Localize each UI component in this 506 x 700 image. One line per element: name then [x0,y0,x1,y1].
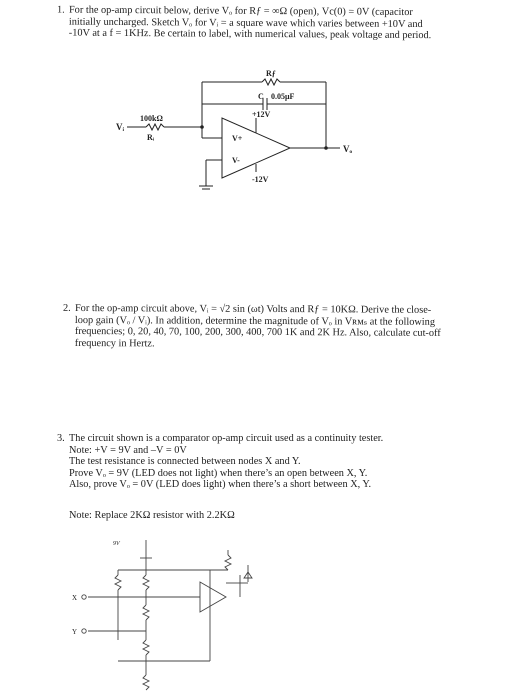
vout-label: Vₒ [343,144,353,154]
resistor-note: Note: Replace 2KΩ resistor with 2.2KΩ [69,510,235,521]
vminus-pin-label: V- [232,156,240,165]
question-number: 3. [57,433,65,444]
c-label: C [258,92,264,101]
resistor-value: 100kΩ [140,114,163,123]
supply-label: 9V [113,541,120,547]
question-text: For the op-amp circuit above, Vᵢ = √2 sin (ωt) Volts and Rƒ = 10KΩ. Derive the close- loop gain (Vₒ / Vᵢ). In addition, determine the magnitude of Vₒ in Vʀᴍₛ at the following frequencies; 0, 20, 40, 70, 100, 200, 300, 400, 700 1K and 2K Hz. Also, calculate cut-off frequency in Hertz. [74,302,441,349]
node-y-label: Y [72,628,78,636]
question-text: The circuit shown is a comparator op-amp circuit used as a continuity tester. Note: +V = 9V and –V = 0V The test resistance is connected between nodes X and Y. Prove Vₒ = 9V (LED does not light) when there’s an open between X, Y. Also, prove Vₒ = 0V (LED does light) when there’s a short between X, Y. [69,433,384,490]
comparator-circuit [88,540,252,690]
vplus-supply: +12V [252,110,271,119]
vin-label: Vᵢ [116,122,125,132]
rf-label: Rƒ [266,69,276,78]
question-number: 1. [56,4,65,16]
question-number: 2. [62,302,71,314]
vminus-supply: -12V [252,175,269,184]
resistor-label: Rᵢ [147,133,155,142]
node-x-label: X [72,594,78,602]
question-text: For the op-amp circuit below, derive Vₒ for Rƒ = ∞Ω (open), Vc(0) = 0V (capacitor initially uncharged. Sketch Vₒ for Vᵢ = a square wave which varies between +10V and -10V at a f = 1KHz. Be certain to label, with numerical values, peak voltage and period. [68,4,432,42]
c-value: 0.05μF [271,92,295,101]
vplus-pin-label: V+ [232,134,243,143]
